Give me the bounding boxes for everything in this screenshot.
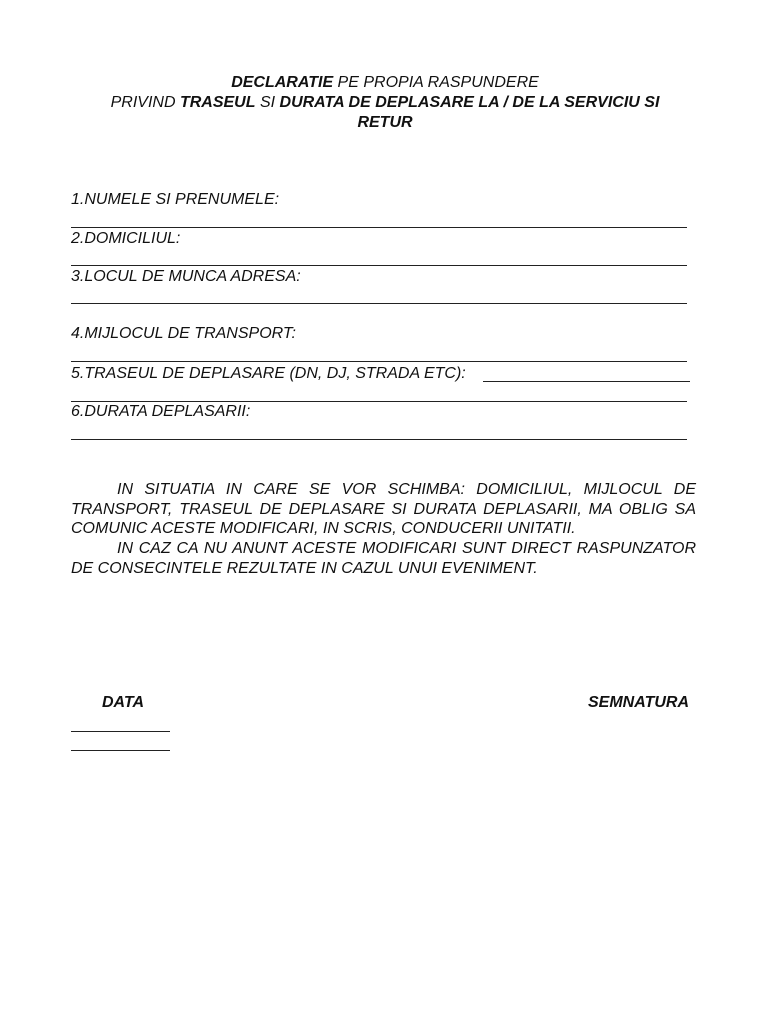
date-line-1[interactable]: [71, 731, 170, 732]
title-si: SI: [255, 94, 280, 111]
field-domicile-label: 2.DOMICILIUL:: [71, 230, 181, 247]
field-duration-label: 6.DURATA DEPLASARII:: [71, 403, 251, 420]
title-privind: PRIVIND: [110, 94, 180, 111]
signature-label: SEMNATURA: [588, 694, 690, 711]
field-domicile-line[interactable]: [71, 265, 687, 266]
field-name-label: 1.NUMELE SI PRENUMELE:: [71, 191, 280, 208]
title-line-2: [80, 93, 690, 113]
field-workplace-label: 3.LOCUL DE MUNCA ADRESA:: [71, 268, 301, 285]
field-name-line[interactable]: [71, 227, 687, 228]
field-route-label: 5.TRASEUL DE DEPLASARE (DN, DJ, STRADA ETC):: [71, 365, 466, 382]
title-line-1: [80, 73, 690, 93]
statement-paragraph-2: IN CAZ CA NU ANUNT ACESTE MODIFICARI SUNT DIRECT RASPUNZATOR DE CONSECINTELE REZULTATE IN CAZUL UNUI EVENIMENT.: [71, 540, 696, 577]
title-line-3: [80, 113, 690, 133]
title-retur: RETUR: [357, 114, 413, 131]
field-transport-label: 4.MIJLOCUL DE TRANSPORT:: [71, 325, 296, 342]
title-traseul: TRASEUL: [179, 94, 256, 111]
field-duration-line[interactable]: [71, 439, 687, 440]
date-line-2[interactable]: [71, 750, 170, 751]
field-transport-line[interactable]: [71, 361, 687, 362]
title-declaratie: DECLARATIE: [231, 74, 334, 91]
date-label: DATA: [102, 694, 145, 711]
title-durata: DURATA DE DEPLASARE LA / DE LA SERVICIU SI: [279, 94, 660, 111]
field-workplace-line[interactable]: [71, 303, 687, 304]
field-route-inline-line[interactable]: [483, 381, 690, 382]
title-pe-propia-raspundere: PE PROPIA RASPUNDERE: [333, 74, 539, 91]
statement-paragraph-1: IN SITUATIA IN CARE SE VOR SCHIMBA: DOMICILIUL, MIJLOCUL DE TRANSPORT, TRASEUL DE DEPLASARE SI DURATA DEPLASARII, MA OBLIG SA COMUNIC ACESTE MODIFICARI, IN SCRIS, CONDUCERII UNITATII.: [71, 481, 696, 537]
